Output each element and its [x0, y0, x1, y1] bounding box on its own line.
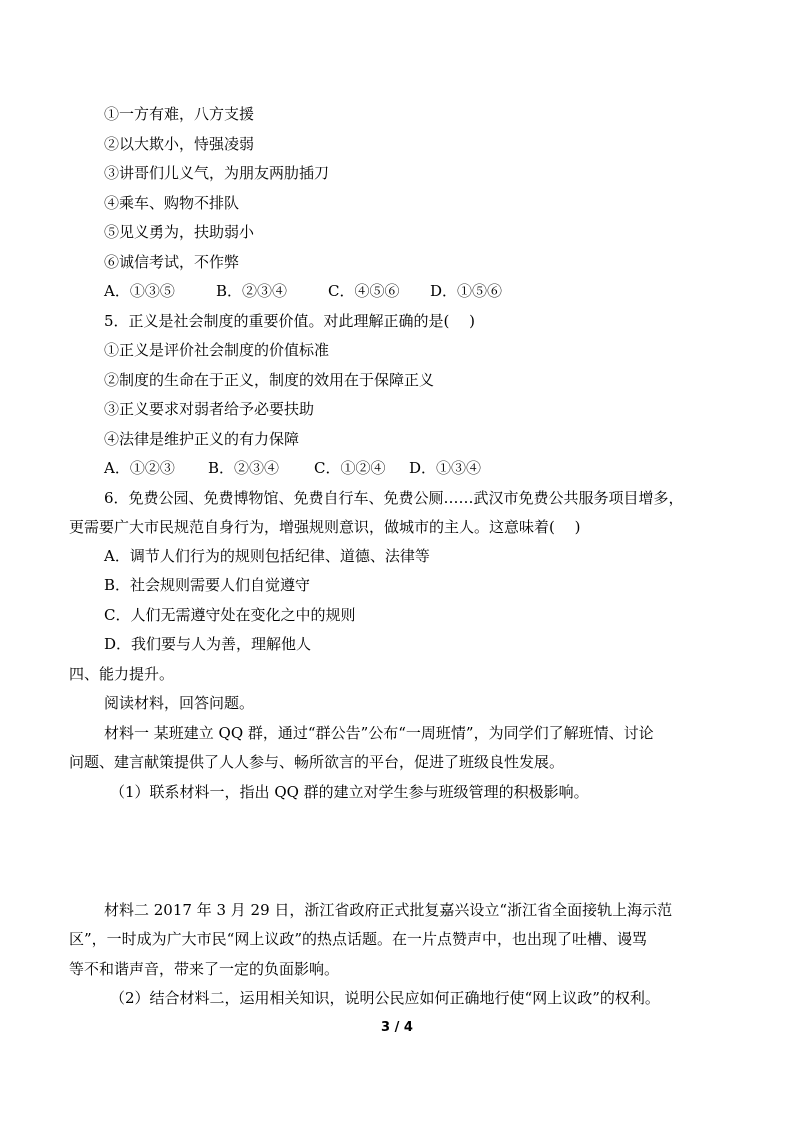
- q4-statement-2: ②以大欺小，恃强凌弱: [104, 135, 255, 153]
- q4-option-c: C．④⑤⑥: [328, 282, 400, 300]
- q5-options: [104, 458, 481, 478]
- q4-option-d: D．①⑤⑥: [430, 282, 503, 300]
- q5-stem: 5．正义是社会制度的重要价值。对此理解正确的是( ): [104, 312, 476, 330]
- q4-statement-5: ⑤见义勇为，扶助弱小: [104, 223, 255, 241]
- q4-statement-6: ⑥诚信考试，不作弊: [104, 253, 240, 271]
- material-1-line-2: 问题、建言献策提供了人人参与、畅所欲言的平台，促进了班级良性发展。: [69, 753, 565, 771]
- q5-statement-4: ④法律是维护正义的有力保障: [104, 430, 300, 448]
- material-2-line-1: 材料二 2017 年 3 月 29 日，浙江省政府正式批复嘉兴设立“浙江省全面接轨上海示范: [104, 901, 673, 919]
- q4-statement-4: ④乘车、购物不排队: [104, 194, 240, 212]
- q4-options: [104, 281, 502, 301]
- question-1: （1）联系材料一，指出 QQ 群的建立对学生参与班级管理的积极影响。: [110, 783, 589, 801]
- q5-statement-3: ③正义要求对弱者给予必要扶助: [104, 400, 315, 418]
- q6-stem-line-1: 6．免费公园、免费博物馆、免费自行车、免费公厕……武汉市免费公共服务项目增多，: [104, 489, 684, 507]
- q6-option-c: C．人们无需遵守处在变化之中的规则: [104, 606, 356, 624]
- reading-instruction: 阅读材料，回答问题。: [104, 694, 255, 712]
- q6-option-d: D．我们要与人为善，理解他人: [104, 635, 312, 653]
- page-number: 3 / 4: [381, 1020, 413, 1035]
- q5-option-c: C．①②④: [314, 459, 386, 477]
- q6-stem-line-2: 更需要广大市民规范自身行为，增强规则意识，做城市的主人。这意味着( ): [69, 518, 581, 536]
- q5-option-b: B．②③④: [208, 459, 280, 477]
- q4-option-a: A．①③⑤: [104, 282, 175, 300]
- q5-option-d: D．①③④: [409, 459, 482, 477]
- q5-statement-2: ②制度的生命在于正义，制度的效用在于保障正义: [104, 371, 435, 389]
- section-heading: 四、能力提升。: [69, 665, 175, 683]
- question-2: （2）结合材料二，运用相关知识，说明公民应如何正确地行使“网上议政”的权利。: [110, 989, 660, 1007]
- q4-statement-3: ③讲哥们儿义气，为朋友两肋插刀: [104, 164, 330, 182]
- q6-option-b: B．社会规则需要人们自觉遵守: [104, 576, 311, 594]
- q5-statement-1: ①正义是评价社会制度的价值标准: [104, 341, 330, 359]
- material-2-line-3: 等不和谐声音，带来了一定的负面影响。: [69, 960, 340, 978]
- q5-option-a: A．①②③: [104, 459, 175, 477]
- material-1-line-1: 材料一 某班建立 QQ 群，通过“群公告”公布“一周班情”，为同学们了解班情、讨论: [104, 724, 654, 742]
- q6-option-a: A．调节人们行为的规则包括纪律、道德、法律等: [104, 547, 430, 565]
- material-2-line-2: 区”，一时成为广大市民“网上议政”的热点话题。在一片点赞声中，也出现了吐槽、谩骂: [69, 930, 648, 948]
- q4-option-b: B．②③④: [216, 282, 288, 300]
- q4-statement-1: ①一方有难，八方支援: [104, 105, 255, 123]
